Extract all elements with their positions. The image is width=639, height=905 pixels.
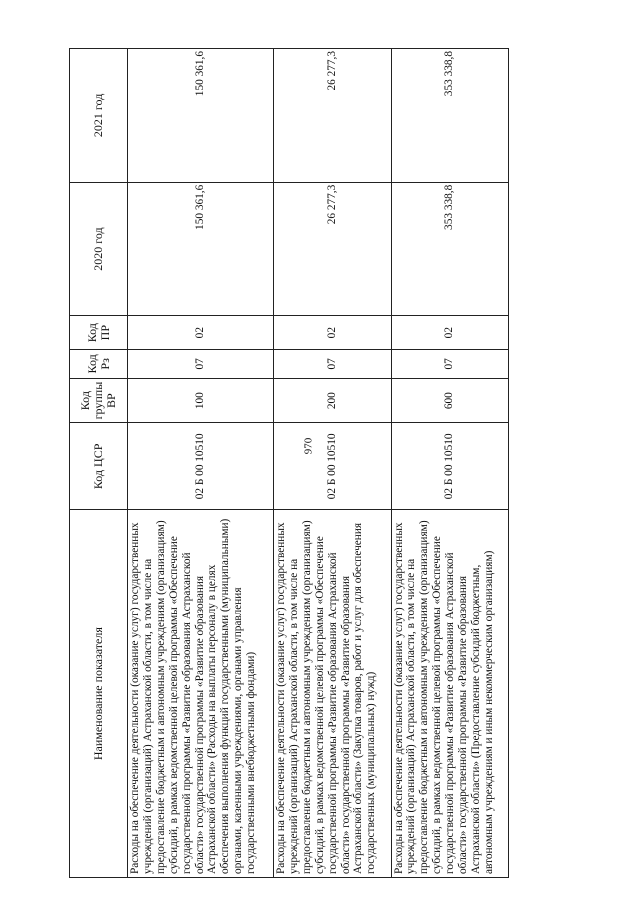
row-name: Расходы на обеспечение деятельности (оказание услуг) государственных учреждений (организаций) Астраханской области, в том числе на предоставление бюджетным и автономным учреждениям (организациям) субсидий, в рамках ведомственной целевой программы «Обеспечение государственной программы «Развитие образования Астраханской области» государственной программы «Развитие образования Астраханской области» (Закупка товаров, работ и услуг для обеспечения государственных (муниципальных) нужд): [274, 510, 391, 878]
header-csr: Код ЦСР: [70, 423, 128, 510]
row-2020: 353 338,8: [391, 182, 509, 316]
row-csr: 02 Б 00 10510: [274, 423, 391, 510]
header-pr: Код ПР: [70, 316, 128, 349]
row-csr: 02 Б 00 10510: [391, 423, 509, 510]
rotated-table-container: [69, 48, 509, 878]
row-2020: 26 277,3: [274, 182, 391, 316]
row-rz: 07: [128, 349, 274, 378]
header-rz: Код Рз: [70, 349, 128, 378]
page-number: 970: [302, 437, 315, 455]
row-2021: 26 277,3: [274, 49, 391, 183]
row-pr: 02: [391, 316, 509, 349]
row-name: Расходы на обеспечение деятельности (оказание услуг) государственных учреждений (организаций) Астраханской области, в том числе на предоставление бюджетным и автономным учреждениям (организациям) субсидий, в рамках ведомственной целевой программы «Обеспечение государственной программы «Развитие образования Астраханской области» государственной программы «Развитие образования Астраханской области» (Предоставление субсидий бюджетным, автономным учреждениям и иным некоммерческим организациям): [391, 510, 509, 878]
row-rz: 07: [274, 349, 391, 378]
table-row: [274, 49, 391, 878]
table-row: [391, 49, 509, 878]
row-vr: 100: [128, 378, 274, 423]
row-2021: 150 361,6: [128, 49, 274, 183]
row-vr: 200: [274, 378, 391, 423]
row-pr: 02: [128, 316, 274, 349]
budget-table: [69, 48, 509, 878]
row-name: Расходы на обеспечение деятельности (оказание услуг) государственных учреждений (организаций) Астраханской области, в том числе на предоставление бюджетным и автономным учреждениям (организациям) субсидий, в рамках ведомственной целевой программы «Обеспечение государственной программы «Развитие образования Астраханской области» государственной программы «Развитие образования Астраханской области» (Расходы на выплаты персоналу в целях обеспечения выполнения функций государственными (муниципальными) органами, казенными учреждениями, органами управления государственными внебюджетными фондами): [128, 510, 274, 878]
table-header-row: [70, 49, 128, 878]
header-name: Наименование показателя: [70, 510, 128, 878]
row-2021: 353 338,8: [391, 49, 509, 183]
row-rz: 07: [391, 349, 509, 378]
header-vr: Код группы ВР: [70, 378, 128, 423]
row-vr: 600: [391, 378, 509, 423]
row-2020: 150 361,6: [128, 182, 274, 316]
table-row: [128, 49, 274, 878]
header-2021: 2021 год: [70, 49, 128, 183]
header-2020: 2020 год: [70, 182, 128, 316]
row-csr: 02 Б 00 10510: [128, 423, 274, 510]
row-pr: 02: [274, 316, 391, 349]
